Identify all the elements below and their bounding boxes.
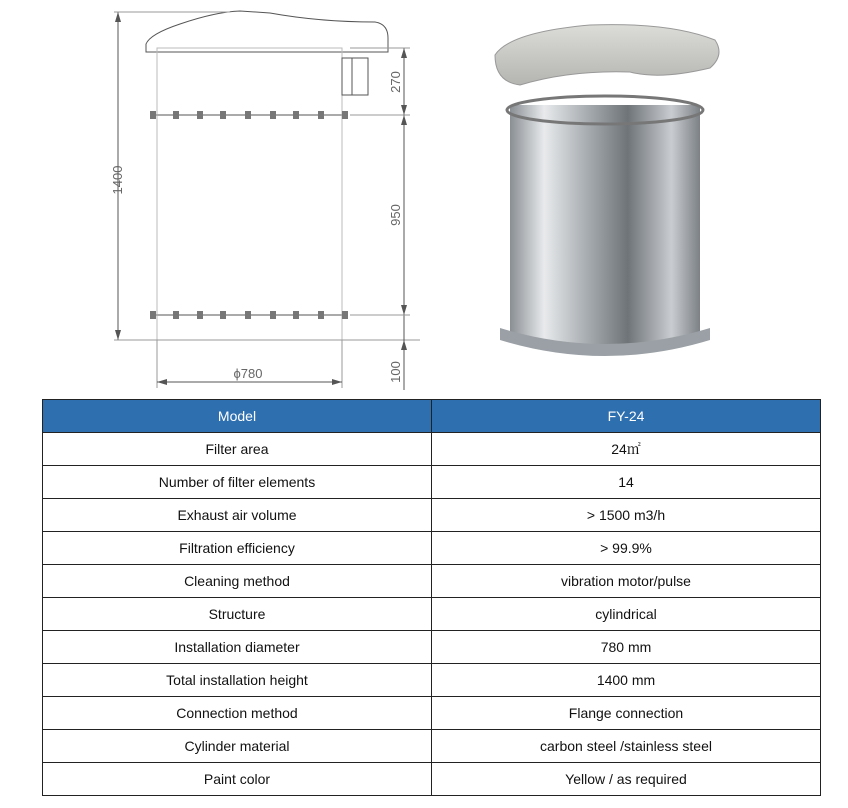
row-value: 24㎡ (432, 433, 821, 466)
spec-table (42, 399, 821, 796)
row-value: 1400 mm (432, 664, 821, 697)
row-value: Yellow / as required (432, 763, 821, 796)
row-value: Flange connection (432, 697, 821, 730)
table-row (43, 598, 821, 631)
row-label: Total installation height (43, 664, 432, 697)
dim-middle: 950 (388, 204, 403, 226)
technical-drawing (0, 0, 440, 395)
row-value: > 1500 m3/h (432, 499, 821, 532)
header-value: FY-24 (432, 400, 821, 433)
table-row (43, 466, 821, 499)
table-row (43, 433, 821, 466)
row-label: Filtration efficiency (43, 532, 432, 565)
table-row (43, 664, 821, 697)
row-label: Installation diameter (43, 631, 432, 664)
row-label: Cleaning method (43, 565, 432, 598)
row-value: cylindrical (432, 598, 821, 631)
table-row (43, 730, 821, 763)
dim-total-height: 1400 (110, 165, 125, 195)
dim-bottom: 100 (388, 361, 403, 383)
drawing-body (157, 48, 342, 340)
row-value: > 99.9% (432, 532, 821, 565)
drawing-cap (146, 11, 388, 52)
flange-bolts (150, 111, 348, 319)
table-row (43, 565, 821, 598)
product-photo (480, 10, 730, 370)
table-row (43, 631, 821, 664)
table-header-row (43, 400, 821, 433)
table-row (43, 499, 821, 532)
row-value: 780 mm (432, 631, 821, 664)
row-label: Number of filter elements (43, 466, 432, 499)
row-label: Paint color (43, 763, 432, 796)
table-row (43, 532, 821, 565)
row-value: 14 (432, 466, 821, 499)
row-label: Filter area (43, 433, 432, 466)
dim-diameter: ϕ780 (233, 366, 263, 381)
row-label: Connection method (43, 697, 432, 730)
row-label: Structure (43, 598, 432, 631)
header-label: Model (43, 400, 432, 433)
dim-top: 270 (388, 71, 403, 93)
row-label: Exhaust air volume (43, 499, 432, 532)
row-label: Cylinder material (43, 730, 432, 763)
row-value: carbon steel /stainless steel (432, 730, 821, 763)
table-row (43, 763, 821, 796)
row-value: vibration motor/pulse (432, 565, 821, 598)
drawing-motor-box (342, 58, 368, 95)
table-row (43, 697, 821, 730)
